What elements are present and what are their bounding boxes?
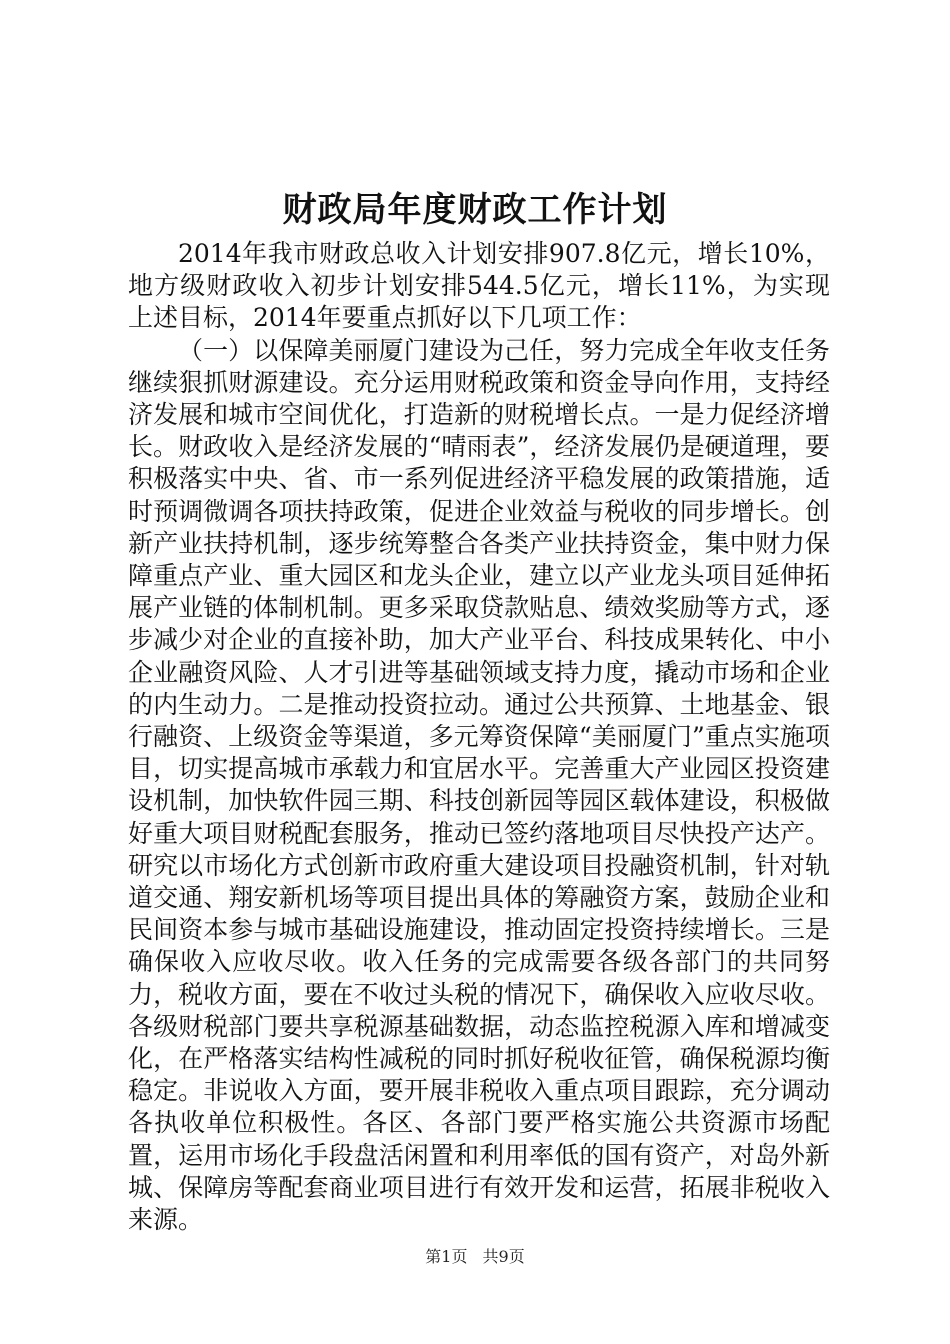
- page-footer: [0, 1246, 950, 1268]
- document-body: [128, 238, 830, 1236]
- document-title: 财政局年度财政工作计划: [282, 190, 668, 230]
- paragraph-section-one: （一）以保障美丽厦门建设为己任，努力完成全年收支任务继续狠抓财源建设。充分运用财税政策和资金导向作用，支持经济发展和城市空间优化，打造新的财税增长点。一是力促经济增长。财政收入是经济发展的“晴雨表”，经济发展仍是硬道理，要积极落实中央、省、市一系列促进经济平稳发展的政策措施，适时预调微调各项扶持政策，促进企业效益与税收的同步增长。创新产业扶持机制，逐步统筹整合各类产业扶持资金，集中财力保障重点产业、重大园区和龙头企业，建立以产业龙头项目延伸拓展产业链的体制机制。更多采取贷款贴息、绩效奖励等方式，逐步减少对企业的直接补助，加大产业平台、科技成果转化、中小企业融资风险、人才引进等基础领域支持力度，撬动市场和企业的内生动力。二是推动投资拉动。通过公共预算、土地基金、银行融资、上级资金等渠道，多元筹资保障“美丽厦门”重点实施项目，切实提高城市承载力和宜居水平。完善重大产业园区投资建设机制，加快软件园三期、科技创新园等园区载体建设，积极做好重大项目财税配套服务，推动已签约落地项目尽快投产达产。研究以市场化方式创新市政府重大建设项目投融资机制，针对轨道交通、翔安新机场等项目提出具体的筹融资方案，鼓励企业和民间资本参与城市基础设施建设，推动固定投资持续增长。三是确保收入应收尽收。收入任务的完成需要各级各部门的共同努力，税收方面，要在不收过头税的情况下，确保收入应收尽收。各级财税部门要共享税源基础数据，动态监控税源入库和增减变化，在严格落实结构性减税的同时抓好税收征管，确保税源均衡稳定。非说收入方面，要开展非税收入重点项目跟踪，充分调动各执收单位积极性。各区、各部门要严格实施公共资源市场配置，运用市场化手段盘活闲置和利用率低的国有资产，对岛外新城、保障房等配套商业项目进行有效开发和运营，拓展非税收入来源。: [128, 335, 830, 1235]
- page-number-current: 第1页: [425, 1247, 468, 1266]
- page-number-total: 共9页: [482, 1247, 525, 1266]
- paragraph-intro: 2014年我市财政总收入计划安排907.8亿元，增长10%，地方级财政收入初步计划安排544.5亿元，增长11%，为实现上述目标，2014年要重点抓好以下几项工作：: [128, 239, 830, 333]
